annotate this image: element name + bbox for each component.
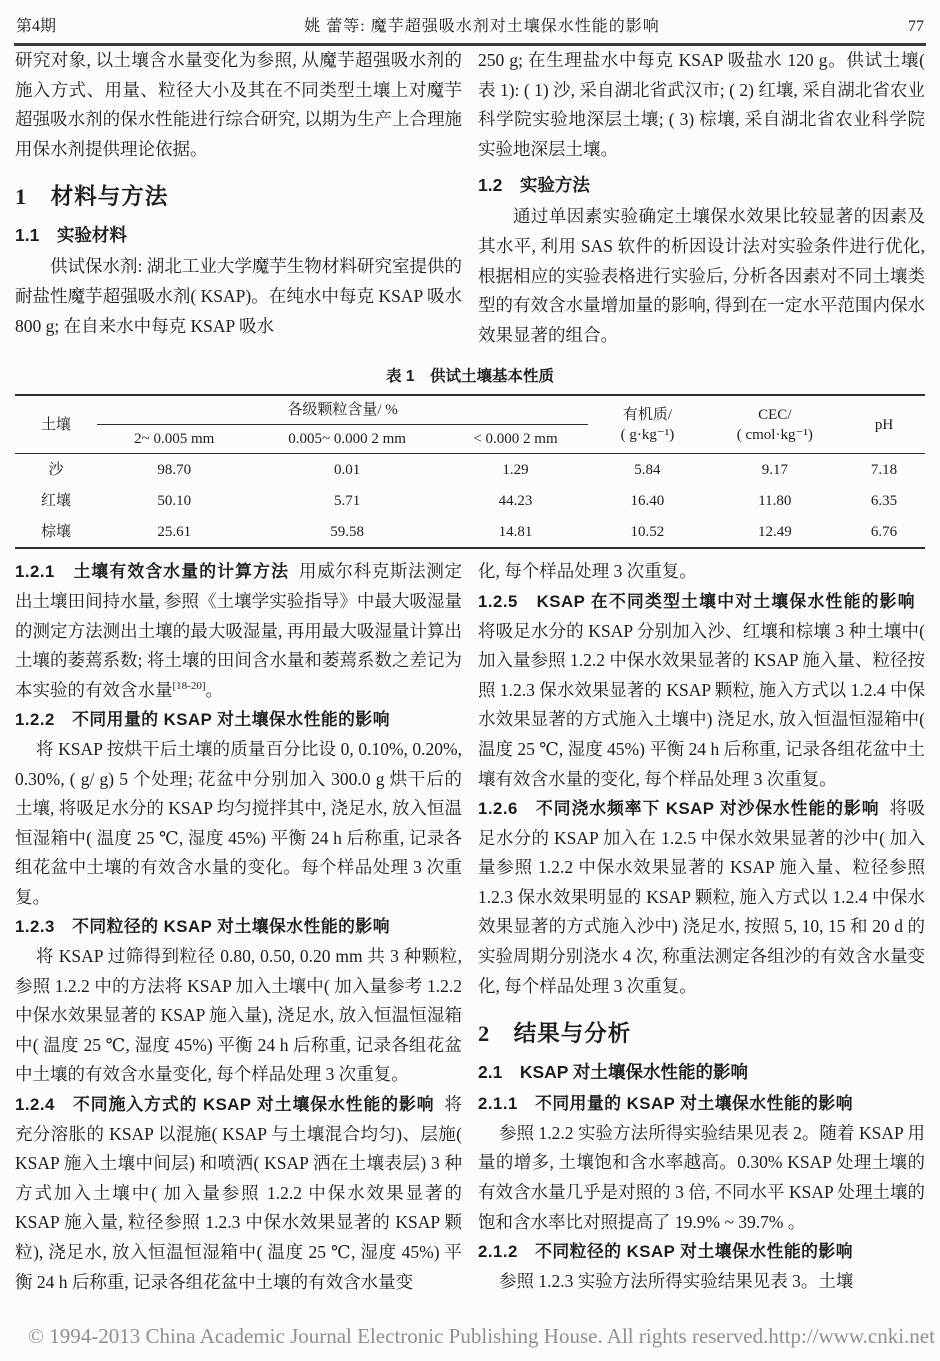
organic-matter-unit: ( g·kg⁻¹) [620,426,675,443]
cell-soil: 棕壤 [40,524,71,541]
cell-p1: 50.10 [157,493,192,510]
body-2-1-1: 参照 1.2.2 实验方法所得实验结果见表 2。随着 KSAP 用量的增多, 土壤饱和含水率越高。0.30% KSAP 处理土壤的有效含水量几乎是对照的 3 倍, 不同水平 KSAP 处理土壤的饱和含水率比对照提高了 19.9% ~ 39.7% 。 [478,1122,925,1232]
heading-1-2-4: 1.2.4 不同施入方式的 KSAP 对土壤保水性能的影响 [15,1095,435,1115]
table-col-ph: pH [843,395,925,454]
cell-om: 16.40 [630,493,665,510]
cell-p3: 14.81 [498,524,533,541]
header-issue-label: 第4期 [16,18,57,35]
paragraph-1-2-1 [15,557,462,705]
page-header [0,0,940,43]
body-1-2-5: 将吸足水分的 KSAP 分别加入沙、红壤和棕壤 3 种土壤中( 加入量参照 1.2.2 中保水效果显著的 KSAP 施入量、粒径按照 1.2.3 保水效果显著的 KSAP 颗粒, 施入方式以 1.2.4 中保水效果显著的方式施入土壤中) 浇足水, 放入恒温恒湿箱中( 温度 25 ℃, 湿度 45%) 平衡 24 h 后称重, 记录各组花盆中土壤有效含水量的变化, 每个样品处理 3 次重复。 [478,620,925,789]
table-col-organic-matter [588,395,706,454]
right-column-bottom [478,557,925,1297]
cnki-watermark [28,1324,935,1349]
organic-matter-label: 有机质/ [622,406,672,423]
table-row-sand [15,454,925,486]
table-1 [15,394,925,549]
body-2-1-2: 参照 1.2.3 实验方法所得实验结果见表 3。土壤 [499,1270,854,1291]
body-1-2-3: 将 KSAP 过筛得到粒径 0.80, 0.50, 0.20 mm 共 3 种颗粒, 参照 1.2.2 中的方法将 KSAP 加入土壤中( 加入量参考 1.2.2 中保水效果显著的 KSAP 施入量), 浇足水, 放入恒温恒湿箱中( 温度 25 ℃, 湿度 45%) 平衡 24 h 后称重, 记录各组花盆中土壤的有效含水量变化, 每个样品处理 3 次重复。 [15,946,462,1085]
top-columns [0,46,940,350]
cell-p3: 1.29 [502,462,529,479]
table-col-soil: 土壤 [15,395,97,454]
header-running-title: 姚 蕾等: 魔芋超强吸水剂对土壤保水性能的影响 [304,18,660,35]
heading-2-1-2: 2.1.2 不同粒径的 KSAP 对土壤保水性能的影响 [478,1242,853,1262]
left-column-top [15,46,462,350]
section-2-1-heading: 2.1 KSAP 对土壤保水性能的影响 [478,1062,748,1083]
body-1-2-4: 将充分溶胀的 KSAP 以混施( KSAP 与土壤混合均匀)、层施( KSAP 施入土壤中间层) 和喷洒( KSAP 洒在土壤表层) 3 种方式加入土壤中( 加入量参照 1.2.2 中保水效果显著的 KSAP 施入量, 粒径参照 1.2.3 中保水效果显著的 KSAP 颗粒), 浇足水, 放入恒温恒湿箱中( 温度 25 ℃, 湿度 45%) 平衡 24 h 后称重, 记录各组花盆中土壤的有效含水量变 [15,1094,462,1292]
table-row-brown-soil [15,516,925,548]
paragraph-1-2-5 [478,587,925,794]
cell-ph: 6.35 [870,493,898,510]
cell-om: 10.52 [630,524,665,541]
cell-cec: 11.80 [758,493,792,510]
cell-p3: 44.23 [498,493,533,510]
cell-ph: 7.18 [870,462,898,479]
body-1-2-6: 将吸足水分的 KSAP 加入在 1.2.5 中保水效果显著的沙中( 加入量参照 1.2.2 中保水效果显著的 KSAP 施入量、粒径参照 1.2.3 保水效果明显的 KSAP 颗粒, 施入方式以 1.2.4 中保水效果显著的方式施入沙中) 浇足水, 按照 5, 10, 15 和 20 d 的实验周期分别浇水 4 次, 称重法测定各组沙的有效含水量变化, 每个样品处理 3 次重复。 [478,798,925,996]
heading-1-2-1: 1.2.1 土壤有效含水量的计算方法 [15,562,290,582]
table-1-block [0,350,940,557]
header-page-number: 77 [908,18,924,35]
paragraph-1-2-6 [478,794,925,1001]
heading-1-2-6: 1.2.6 不同浇水频率下 KSAP 对沙保水性能的影响 [478,799,880,819]
body-1-2-1: 用威尔科克斯法测定出土壤田间持水量, 参照《土壤学实验指导》中最大吸湿量的测定方法测出土壤的最大吸湿量, 再用最大吸湿量计算出土壤的萎蔫系数; 将土壤的田间含水量和萎蔫系数之差记为本实验的有效含水量 [15,561,463,700]
methods-overview-paragraph: 通过单因素实验确定土壤保水效果比较显著的因素及其水平, 利用 SAS 软件的析因设计法对实验条件进行优化, 根据相应的实验表格进行实验后, 分析各因素对不同土壤类型的有效含水量增加量的影响, 得到在一定水平范围内保水效果显著的组合。 [478,206,925,345]
paragraph-1-2-4 [15,1090,462,1297]
table-row-red-soil [15,485,925,516]
intro-continuation-paragraph: 研究对象, 以土壤含水量变化为参照, 从魔芋超强吸水剂的施入方式、用量、粒径大小及其在不同类型土壤上对魔芋超强吸水剂的保水性能进行综合研究, 以期为生产上合理施用保水剂提供理论依据。 [15,50,462,159]
cell-p2: 59.58 [330,524,364,541]
cell-soil: 沙 [48,462,64,479]
section-1-heading: 1 材料与方法 [15,184,169,210]
table-1-title: 表 1 供试土壤基本性质 [386,368,554,386]
cell-ph: 6.76 [870,524,898,541]
heading-2-1-1: 2.1.1 不同用量的 KSAP 对土壤保水性能的影响 [478,1094,853,1114]
cell-om: 5.84 [634,462,661,479]
cec-unit: ( cmol·kg⁻¹) [736,426,813,443]
section-1-1-heading: 1.1 实验材料 [15,225,127,246]
section-2-heading: 2 结果与分析 [478,1021,632,1047]
cec-label: CEC/ [758,406,792,423]
cell-p1: 98.70 [157,462,192,479]
particle-subcol-2: 0.005~ 0.000 2 mm [252,425,443,454]
materials-paragraph-right: 250 g; 在生理盐水中每克 KSAP 吸盐水 120 g。供试土壤( 表 1): ( 1) 沙, 采自湖北省武汉市; ( 2) 红壤, 采自湖北省农业科学院实验地深层土壤; ( 3) 棕壤, 采自湖北省农业科学院实验地深层土壤。 [478,50,925,159]
bottom-columns [0,557,940,1297]
particle-subcol-3: < 0.000 2 mm [443,425,589,454]
table-col-cec [707,395,844,454]
heading-1-2-5: 1.2.5 KSAP 在不同类型土壤中对土壤保水性能的影响 [478,591,915,611]
cell-soil: 红壤 [40,493,71,510]
heading-1-2-2: 1.2.2 不同用量的 KSAP 对土壤保水性能的影响 [15,710,390,730]
watermark-url: http://www.cnki.net [768,1324,935,1348]
section-1-2-heading: 1.2 实验方法 [478,175,590,196]
heading-1-2-3: 1.2.3 不同粒径的 KSAP 对土壤保水性能的影响 [15,917,390,937]
left-column-bottom [15,557,462,1297]
body-1-2-2: 将 KSAP 按烘干后土壤的质量百分比设 0, 0.10%, 0.20%, 0.30%, ( g/ g) 5 个处理; 花盆中分别加入 300.0 g 烘干后的土壤, 将吸足水分的 KSAP 均匀搅拌其中, 浇足水, 放入恒温恒湿箱中( 温度 25 ℃, 湿度 45%) 平衡 24 h 后称重, 记录各组花盆中土壤的有效含水量的变化。每个样品处理 3 次重复。 [15,738,462,907]
cell-p1: 25.61 [157,524,192,541]
watermark-copyright-text: © 1994-2013 China Academic Journal Electronic Publishing House. All rights reserved. [28,1324,769,1348]
materials-paragraph-left: 供试保水剂: 湖北工业大学魔芋生物材料研究室提供的耐盐性魔芋超强吸水剂( KSAP)。在纯水中每克 KSAP 吸水 800 g; 在自来水中每克 KSAP 吸水 [15,256,462,336]
carryover-line-1-2-4: 化, 每个样品处理 3 次重复。 [478,561,697,582]
right-column-top [478,46,925,350]
cell-p2: 0.01 [334,462,361,479]
particle-subcol-1: 2~ 0.005 mm [97,425,252,454]
cell-cec: 9.17 [761,462,788,479]
reference-superscript: [18-20] [172,679,206,692]
body-1-2-1-tail: 。 [205,679,223,700]
cell-cec: 12.49 [757,524,792,541]
table-col-particle-group: 各级颗粒含量/ % [97,395,588,425]
cell-p2: 5.71 [334,493,361,510]
